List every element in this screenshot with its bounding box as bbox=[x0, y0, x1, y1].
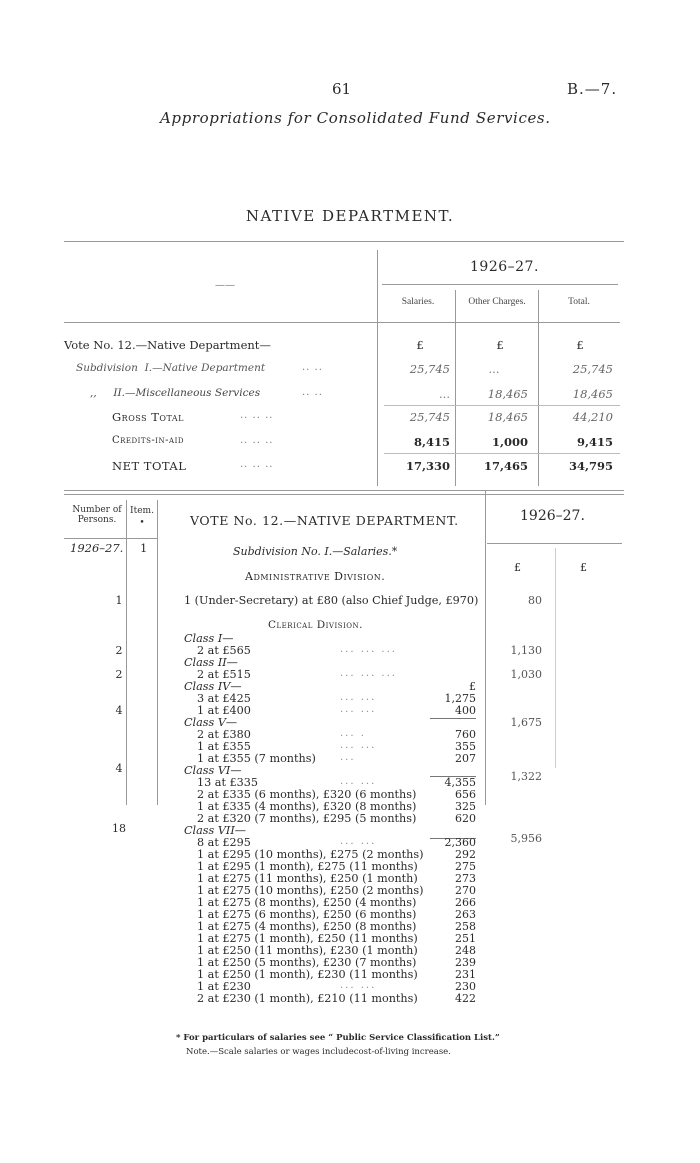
salary-line: 1 at £275 (4 months), £250 (8 months) bbox=[197, 920, 417, 933]
line-amount: 258 bbox=[455, 920, 476, 933]
line-amount: 266 bbox=[455, 896, 476, 909]
dots-row-5: .. .. .. bbox=[240, 459, 274, 470]
gross-rule bbox=[384, 405, 620, 406]
sub2-salaries: ... bbox=[439, 387, 450, 401]
class-heading: Class VI— bbox=[184, 764, 242, 777]
dots-row-3: .. .. .. bbox=[240, 410, 274, 421]
salary-line: 1 at £355 bbox=[197, 740, 251, 753]
persons-class-5: 4 bbox=[115, 762, 123, 775]
salary-line: 8 at £295 bbox=[197, 836, 251, 849]
salary-line: 2 at £230 (1 month), £210 (11 months) bbox=[197, 992, 418, 1005]
leader-dots: ... ... bbox=[340, 776, 377, 787]
subdivision-1-label bbox=[76, 362, 265, 374]
persons-class-7: 18 bbox=[112, 822, 126, 835]
line-amount: 248 bbox=[455, 944, 476, 957]
salary-line: 1 at £275 (8 months), £250 (4 months) bbox=[197, 896, 417, 909]
vote-heading: VOTE No. 12.—NATIVE DEPARTMENT. bbox=[190, 513, 459, 528]
detail-currency-1: £ bbox=[514, 561, 521, 574]
net-total: 34,795 bbox=[568, 459, 613, 473]
clerical-division: Clerical Division. bbox=[268, 619, 363, 631]
currency-other: £ bbox=[496, 338, 504, 352]
note: Note.—Scale salaries or wages includecost-of-living increase. bbox=[186, 1047, 451, 1057]
credits-total: 9,415 bbox=[576, 435, 613, 449]
detail-year-left: 1926–27. bbox=[70, 541, 124, 555]
class-heading: Class IV— bbox=[184, 680, 242, 693]
sub1-total: 25,745 bbox=[572, 362, 613, 376]
line-amount: 422 bbox=[455, 992, 476, 1005]
credits-in-aid-label: Credits-in-aid bbox=[112, 435, 184, 446]
credits-salaries: 8,415 bbox=[413, 435, 450, 449]
net-salaries: 17,330 bbox=[405, 459, 450, 473]
summary-bottom-rule bbox=[64, 490, 624, 491]
leader-dots: ... ... bbox=[340, 704, 377, 715]
item-number: 1 bbox=[140, 541, 148, 555]
subdivision-2-label bbox=[90, 387, 260, 399]
under-secretary-line: 1 (Under-Secretary) at £80 (also Chief Judge, £970) bbox=[184, 594, 479, 607]
salary-line: 1 at £250 (5 months), £230 (7 months) bbox=[197, 956, 417, 969]
administrative-division: Administrative Division. bbox=[245, 570, 386, 583]
currency-salaries: £ bbox=[416, 338, 424, 352]
leader-dots: ... ... bbox=[340, 692, 377, 703]
leader-dots: ... bbox=[340, 752, 356, 763]
line-amount: 273 bbox=[455, 872, 476, 885]
department-title: NATIVE DEPARTMENT. bbox=[245, 207, 455, 225]
leader-dots: ... ... bbox=[340, 740, 377, 751]
salary-line: 1 at £355 (7 months) bbox=[197, 752, 316, 765]
line-amount: 355 bbox=[455, 740, 476, 753]
under-secretary-total: 80 bbox=[528, 594, 542, 607]
currency-total: £ bbox=[576, 338, 584, 352]
line-amount: 2,360 bbox=[444, 836, 476, 849]
subdivision-2-ditto: ,, bbox=[90, 387, 97, 399]
detail-year: 1926–27. bbox=[520, 508, 585, 524]
subdivision-heading: Subdivision No. I.—Salaries.* bbox=[233, 545, 398, 558]
line-amount: 239 bbox=[455, 956, 476, 969]
item-bullet: • bbox=[139, 518, 145, 528]
salary-line: 1 at £295 (1 month), £275 (11 months) bbox=[197, 860, 418, 873]
sub1-salaries: 25,745 bbox=[409, 362, 450, 376]
line-amount: 231 bbox=[455, 968, 476, 981]
line-amount: 760 bbox=[455, 728, 476, 741]
line-amount: 325 bbox=[455, 800, 476, 813]
salary-line: 1 at £295 (10 months), £275 (2 months) bbox=[197, 848, 424, 861]
salary-line: 2 at £335 (6 months), £320 (6 months) bbox=[197, 788, 417, 801]
persons-under-secretary: 1 bbox=[115, 594, 123, 607]
line-amount: 263 bbox=[455, 908, 476, 921]
net-other: 17,465 bbox=[483, 459, 528, 473]
page-title: Appropriations for Consolidated Fund Services. bbox=[160, 109, 551, 127]
line-amount: 292 bbox=[455, 848, 476, 861]
class-4-total: 1,675 bbox=[510, 716, 542, 729]
class-5-total: 1,322 bbox=[510, 770, 542, 783]
line-amount: 656 bbox=[455, 788, 476, 801]
line-amount: 1,275 bbox=[444, 692, 476, 705]
salary-line: 3 at £425 bbox=[197, 692, 251, 705]
detail-year-rule bbox=[487, 543, 622, 544]
leader-dots: ... ... ... bbox=[340, 668, 397, 679]
salary-line: 2 at £515 bbox=[197, 668, 251, 681]
year-underline bbox=[382, 284, 618, 285]
class-heading: Class I— bbox=[184, 632, 234, 645]
item-header: Item. bbox=[130, 506, 154, 516]
page-reference: B.—7. bbox=[567, 80, 618, 98]
detail-top-rule bbox=[64, 494, 624, 495]
summary-dash: —— bbox=[215, 280, 235, 291]
salary-line: 1 at £250 (1 month), £230 (11 months) bbox=[197, 968, 418, 981]
class-heading: Class II— bbox=[184, 656, 238, 669]
line-amount: 620 bbox=[455, 812, 476, 825]
line-amount: 230 bbox=[455, 980, 476, 993]
line-amount: 275 bbox=[455, 860, 476, 873]
class-7-total: 5,956 bbox=[510, 832, 542, 845]
subdivision-1-word: Subdivision bbox=[76, 362, 138, 374]
line-amount: 400 bbox=[455, 704, 476, 717]
class-heading: Class V— bbox=[184, 716, 238, 729]
dots-row-1: .. .. bbox=[302, 362, 323, 373]
summary-divider bbox=[377, 250, 378, 486]
salary-line: 1 at £250 (11 months), £230 (1 month) bbox=[197, 944, 418, 957]
dots-row-2: .. .. bbox=[302, 387, 323, 398]
salary-line: 2 at £380 bbox=[197, 728, 251, 741]
page-number: 61 bbox=[332, 80, 352, 98]
class-1-total: 1,130 bbox=[510, 644, 542, 657]
detail-currency-2: £ bbox=[580, 561, 587, 574]
summary-top-rule bbox=[64, 241, 624, 242]
subdivision-2-name: II.—Miscellaneous Services bbox=[113, 387, 261, 399]
gross-total-label: Gross Total bbox=[112, 410, 184, 424]
credits-other: 1,000 bbox=[491, 435, 528, 449]
salary-line: 1 at £275 (10 months), £250 (2 months) bbox=[197, 884, 424, 897]
salary-line: 1 at £275 (11 months), £250 (1 month) bbox=[197, 872, 418, 885]
leader-dots: ... ... bbox=[340, 836, 377, 847]
class-2-total: 1,030 bbox=[510, 668, 542, 681]
salary-line: 1 at £275 (1 month), £250 (11 months) bbox=[197, 932, 418, 945]
leader-dots: ... ... ... bbox=[340, 644, 397, 655]
col-divider-1 bbox=[455, 290, 456, 486]
sub2-other: 18,465 bbox=[487, 387, 528, 401]
salary-line: 1 at £335 (4 months), £320 (8 months) bbox=[197, 800, 417, 813]
net-rule bbox=[384, 453, 620, 454]
persons-class-1: 2 bbox=[115, 644, 123, 657]
gross-total: 44,210 bbox=[572, 410, 613, 424]
col-divider-2 bbox=[538, 290, 539, 486]
class-heading: Class VII— bbox=[184, 824, 246, 837]
amount-divider bbox=[485, 490, 486, 805]
subtotal-rule-4 bbox=[430, 718, 476, 719]
footnote: * For particulars of salaries see “ Public Service Classification List.” bbox=[176, 1033, 500, 1043]
total-divider bbox=[555, 548, 556, 768]
dots-row-4: .. .. .. bbox=[240, 435, 274, 446]
colhead-underline bbox=[64, 322, 620, 323]
salary-line: 1 at £230 bbox=[197, 980, 251, 993]
col-header-salaries: Salaries. bbox=[401, 297, 435, 307]
col-header-other: Other Charges. bbox=[468, 297, 526, 307]
leader-dots: ... . bbox=[340, 728, 366, 739]
salary-line: 2 at £565 bbox=[197, 644, 251, 657]
subdivision-1-name: I.—Native Department bbox=[144, 362, 266, 374]
leader-dots: ... ... bbox=[340, 980, 377, 991]
vote-label: Vote No. 12.—Native Department— bbox=[64, 338, 271, 352]
gross-salaries: 25,745 bbox=[409, 410, 450, 424]
net-total-label: NET TOTAL bbox=[112, 459, 187, 473]
sub1-other: ... bbox=[488, 362, 500, 376]
line-amount: £ bbox=[469, 680, 476, 693]
salary-line: 13 at £335 bbox=[197, 776, 258, 789]
line-amount: 270 bbox=[455, 884, 476, 897]
number-of-persons-header: Number of Persons. bbox=[72, 505, 122, 525]
salary-line: 1 at £400 bbox=[197, 704, 251, 717]
line-amount: 251 bbox=[455, 932, 476, 945]
persons-class-2: 2 bbox=[115, 668, 123, 681]
line-amount: 4,355 bbox=[444, 776, 476, 789]
line-amount: 207 bbox=[455, 752, 476, 765]
item-divider bbox=[157, 500, 158, 805]
persons-class-4: 4 bbox=[115, 704, 123, 717]
sub2-total: 18,465 bbox=[572, 387, 613, 401]
gross-other: 18,465 bbox=[487, 410, 528, 424]
salary-line: 2 at £320 (7 months), £295 (5 months) bbox=[197, 812, 417, 825]
detail-head-rule bbox=[64, 538, 157, 539]
col-header-total: Total. bbox=[568, 297, 590, 307]
salary-line: 1 at £275 (6 months), £250 (6 months) bbox=[197, 908, 417, 921]
summary-year: 1926–27. bbox=[470, 259, 539, 275]
